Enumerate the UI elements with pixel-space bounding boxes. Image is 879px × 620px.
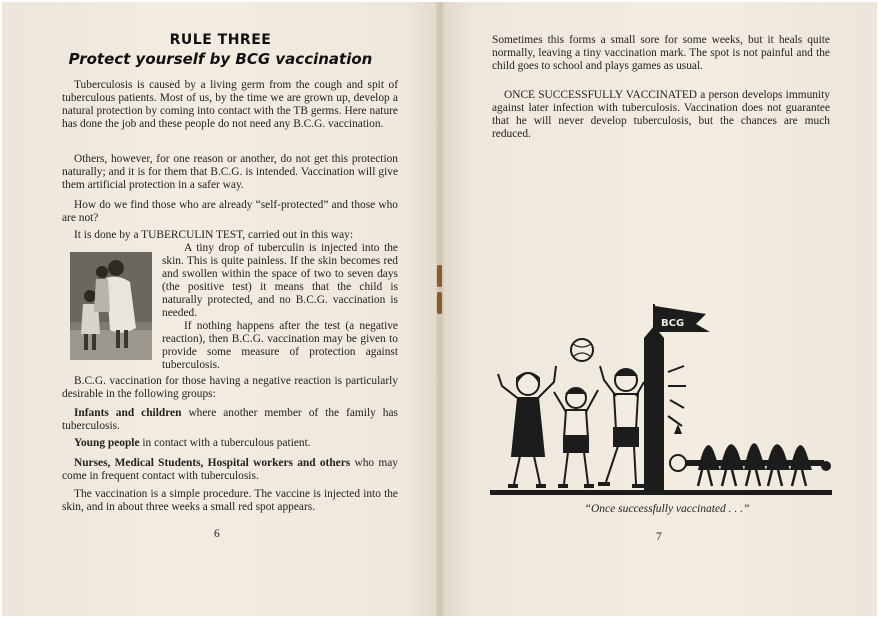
group-nurses-text: who may come in frequent contact with tuberculosis. <box>62 457 398 482</box>
group-young-text: in contact with a tuberculous patient. <box>139 437 311 449</box>
right-paragraph-1: Sometimes this forms a small sore for some weeks, but it heals quite normally, leaving a tiny vaccination mark. The spot is not painful and the child goes to school and plays games as usual. <box>492 34 830 72</box>
group-infants-text: where another member of the family has tuberculosis. <box>62 407 398 432</box>
illustration-caption: “Once successfully vaccinated . . .” <box>584 503 750 515</box>
left-paragraph-4: It is done by a TUBERCULIN TEST, carried out in this way: <box>74 229 354 241</box>
left-paragraph-1: Tuberculosis is caused by a living germ from the cough and spit of tuberculous patients. Most of us, by the time we are grown up, develop a natural protection by coming into contact with the TB germs. Here nature has done the job and these people do not need any B.C.G. vaccination. <box>62 79 398 130</box>
left-paragraph-8: The vaccination is a simple procedure. The vaccine is injected into the skin, and in about three weeks a small red spot appears. <box>62 488 398 513</box>
page-number-right: 7 <box>656 531 662 543</box>
flag-label: BCG <box>661 318 685 329</box>
staple-top <box>437 265 442 287</box>
group-young-title: Young people <box>74 437 140 449</box>
nurse-child-photo <box>70 252 152 360</box>
rule-subheading: Protect yourself by BCG vaccination <box>68 50 373 68</box>
group-infants-title: Infants and children <box>74 407 182 419</box>
left-paragraph-7: B.C.G. vaccination for those having a negative reaction is particularly desirable in the following groups: <box>62 375 398 400</box>
right-paragraph-2: ONCE SUCCESSFULLY VACCINATED a person develops immunity against later infection with tuberculosis. Vaccination does not guarantee that he will never develop tuberculosis, but the chances are much reduced. <box>492 89 830 140</box>
staple-bottom <box>437 292 442 314</box>
group-infants <box>62 407 398 433</box>
page-number-left: 6 <box>214 528 220 540</box>
left-paragraph-5: A tiny drop of tuberculin is injected into the skin. This is quite painless. If the skin becomes red and swollen within the space of two to seven days (the positive test) it means that the child is naturally protected, and no B.C.G. vaccination is needed. <box>162 242 398 319</box>
group-young-people <box>62 437 398 450</box>
rule-heading: RULE THREE <box>169 32 272 48</box>
left-paragraph-2: Others, however, for one reason or another, do not get this protection naturally; and it is for them that B.C.G. is intended. Vaccination will give them artificial protection in a safer way. <box>62 153 398 191</box>
left-paragraph-6: If nothing happens after the test (a negative reaction), then B.C.G. vaccination may be given to provide some measure of protection against tuberculosis. <box>162 320 398 371</box>
group-nurses <box>62 457 398 483</box>
group-nurses-title: Nurses, Medical Students, Hospital workers and others <box>74 457 351 469</box>
left-paragraph-3: How do we find those who are already “self-protected” and those who are not? <box>62 199 398 224</box>
booklet-spread <box>2 2 877 616</box>
bcg-cartoon-illustration <box>488 302 834 498</box>
